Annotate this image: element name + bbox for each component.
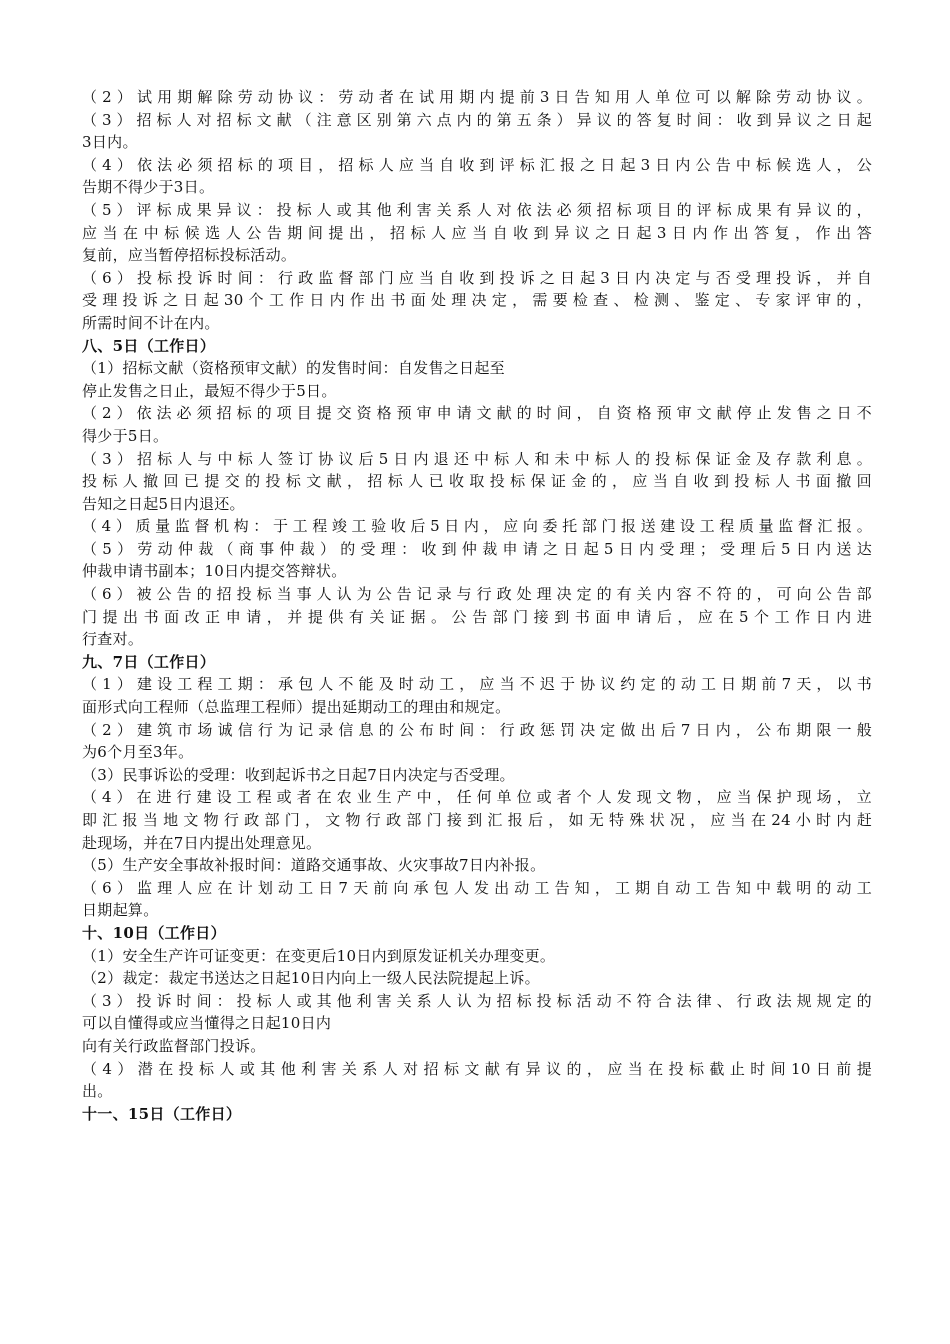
text-line: 告期不得少于3日。: [82, 178, 215, 197]
text-line: 向有关行政监督部门投诉。: [82, 1036, 266, 1055]
text-line: （5）生产安全事故补报时间：道路交通事故、火灾事故7日内补报。: [82, 856, 546, 875]
text-line: 复前，应当暂停招标投标活动。: [82, 246, 297, 265]
text-line: 行查对。: [82, 630, 144, 649]
text-line: （2）依法必须招标的项目提交资格预审申请文献的时间，自资格预审文献停止发售之日不: [82, 404, 872, 423]
text-line: 可以自懂得或应当懂得之日起10日内: [82, 1014, 332, 1033]
text-line: （4）潜在投标人或其他利害关系人对招标文献有异议的，应当在投标截止时间10日前提: [82, 1059, 872, 1078]
text-line: （2）试用期解除劳动协议：劳动者在试用期内提前3日告知用人单位可以解除劳动协议。: [82, 88, 872, 106]
text-line: 得少于5日。: [82, 426, 169, 445]
text-line: 所需时间不计在内。: [82, 313, 220, 332]
text-line: （6）被公告的招投标当事人认为公告记录与行政处理决定的有关内容不符的，可向公告部: [82, 585, 872, 604]
text-line: （2）建筑市场诚信行为记录信息的公布时间：行政惩罚决定做出后7日内，公布期限一般: [82, 720, 872, 739]
text-line: （2）裁定：裁定书送达之日起10日内向上一级人民法院提起上诉。: [82, 969, 540, 988]
text-line: 门提出书面改正申请，并提供有关证据。公告部门接到书面申请后，应在5个工作日内进: [82, 607, 872, 626]
text-line: 3日内。: [82, 133, 138, 152]
text-line: （1）建设工程工期：承包人不能及时动工，应当不迟于协议约定的动工日期前7天，以书: [82, 675, 872, 694]
text-line: （3）投诉时间：投标人或其他利害关系人认为招标投标活动不符合法律、行政法规规定的: [82, 991, 872, 1010]
section-heading: 九、7日（工作日）: [82, 652, 216, 671]
text-line: （4）质量监督机构：于工程竣工验收后5日内，应向委托部门报送建设工程质量监督汇报。: [82, 517, 872, 536]
text-line: （6）投标投诉时间：行政监督部门应当自收到投诉之日起3日内决定与否受理投诉，并自: [82, 268, 872, 287]
text-line: 仲裁申请书副本；10日内提交答辩状。: [82, 562, 347, 581]
text-line: （1）安全生产许可证变更：在变更后10日内到原发证机关办理变更。: [82, 946, 556, 965]
text-line: （4）在进行建设工程或者在农业生产中，任何单位或者个人发现文物，应当保护现场，立: [82, 788, 872, 807]
section-heading: 十一、15日（工作日）: [82, 1104, 242, 1123]
text-line: （3）招标人与中标人签订协议后5日内退还中标人和未中标人的投标保证金及存款利息。: [82, 449, 872, 468]
text-line: 停止发售之日止，最短不得少于5日。: [82, 381, 337, 400]
text-line: 赴现场，并在7日内提出处理意见。: [82, 833, 322, 852]
text-line: 投标人撤回已提交的投标文献，招标人已收取投标保证金的，应当自收到投标人书面撤回: [82, 472, 872, 491]
text-line: （4）依法必须招标的项目，招标人应当自收到评标汇报之日起3日内公告中标候选人，公: [82, 155, 872, 174]
text-line: 即汇报当地文物行政部门，文物行政部门接到汇报后，如无特殊状况，应当在24小时内赶: [82, 811, 872, 829]
text-line: （5）评标成果异议：投标人或其他利害关系人对依法必须招标项目的评标成果有异议的，: [82, 200, 872, 219]
text-line: 出。: [82, 1082, 113, 1101]
text-line: 面形式向工程师（总监理工程师）提出延期动工的理由和规定。: [82, 698, 511, 717]
text-line: （3）民事诉讼的受理：收到起诉书之日起7日内决定与否受理。: [82, 765, 515, 784]
document-page: [82, 86, 872, 1125]
section-heading: 八、5日（工作日）: [82, 336, 216, 355]
text-line: 日期起算。: [82, 901, 159, 920]
text-line: 应当在中标候选人公告期间提出，招标人应当自收到异议之日起3日内作出答复，作出答: [82, 223, 872, 242]
text-line: 告知之日起5日内退还。: [82, 494, 245, 513]
text-line: 受理投诉之日起30个工作日内作出书面处理决定，需要检查、检测、鉴定、专家评审的，: [82, 291, 872, 310]
text-line: （5）劳动仲裁（商事仲裁）的受理：收到仲裁申请之日起5日内受理；受理后5日内送达: [82, 539, 872, 558]
text-line: （6）监理人应在计划动工日7天前向承包人发出动工告知，工期自动工告知中载明的动工: [82, 878, 872, 897]
section-heading: 十、10日（工作日）: [82, 923, 226, 942]
text-line: 为6个月至3年。: [82, 743, 194, 762]
text-line: （3）招标人对招标文献（注意区别第六点内的第五条）异议的答复时间：收到异议之日起: [82, 110, 872, 129]
text-line: （1）招标文献（资格预审文献）的发售时间：自发售之日起至: [82, 359, 505, 378]
